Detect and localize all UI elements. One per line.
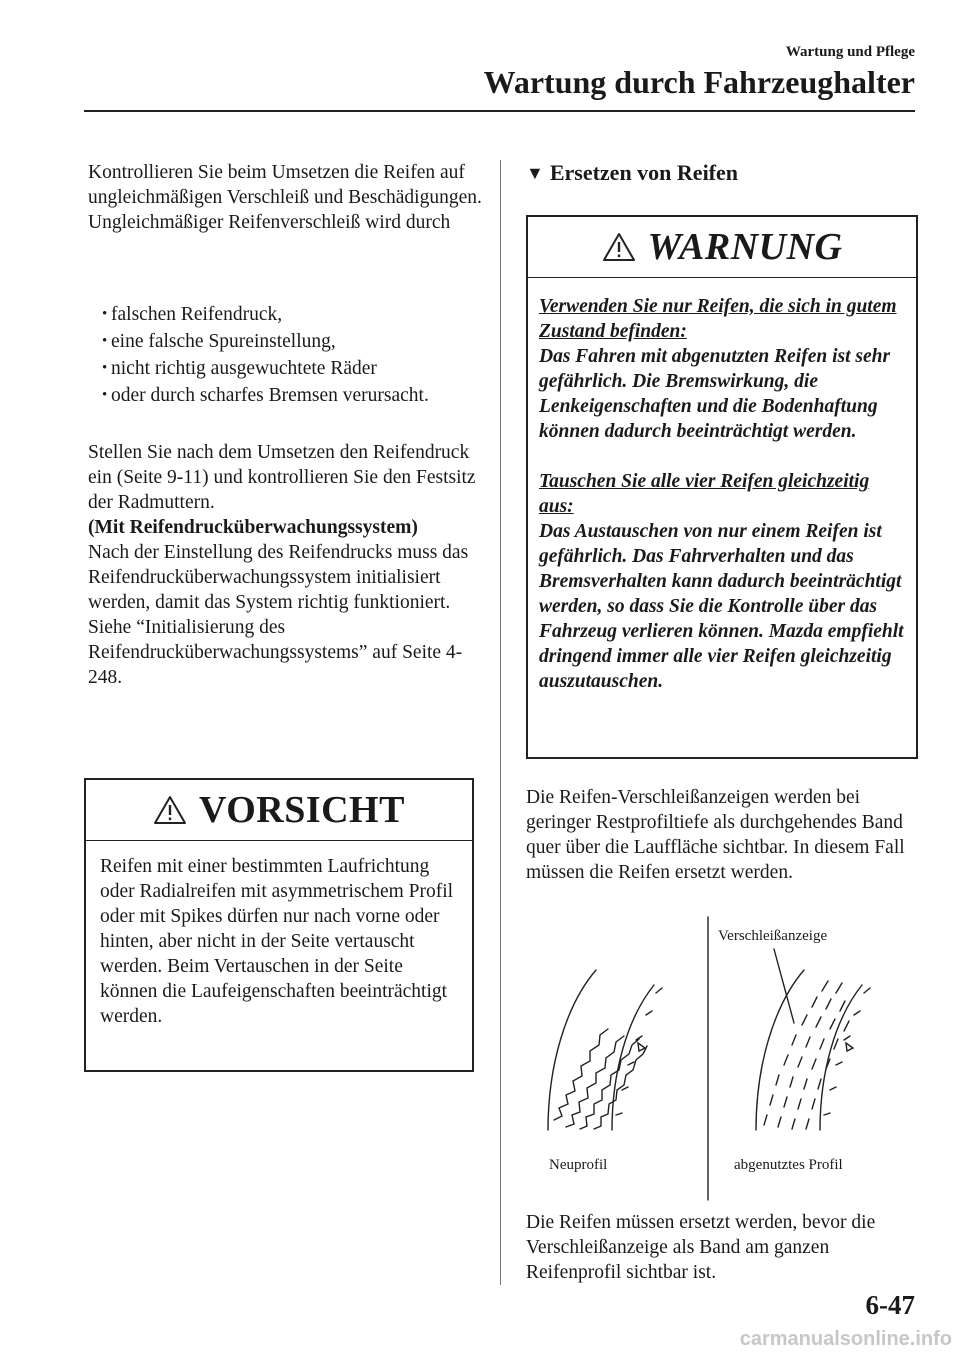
warning-header (528, 217, 916, 278)
list-item: • nicht richtig ausgewuchtete Räder (102, 356, 502, 383)
new-tread-label: Neuprofil (549, 1157, 608, 1173)
tpms-heading: (Mit Reifendrucküberwachungssystem) (88, 517, 418, 538)
tpms-text: Nach der Einstellung des Reifendrucks muss das Reifendrucküberwachungssystem initialisiert werden, damit das System richtig funktioniert. (88, 542, 469, 613)
caution-title: VORSICHT (199, 789, 405, 831)
section-heading (526, 160, 738, 186)
worn-tread-label: abgenutztes Profil (734, 1157, 843, 1173)
section-marker-icon: ▼ (526, 163, 544, 183)
caution-box (84, 778, 474, 1072)
intro-paragraph: Kontrollieren Sie beim Umsetzen die Reifen auf ungleichmäßigen Verschleiß und Beschädigungen. Ungleichmäßiger Reifenverschleiß wird durch (88, 162, 482, 233)
running-header-section: Wartung und Pflege (785, 44, 915, 60)
list-item: • eine falsche Spureinstellung, (102, 329, 502, 356)
watermark: carmanualsonline.info (739, 1328, 952, 1350)
indicator-paragraph: Die Reifen-Verschleißanzeigen werden bei geringer Restprofiltiefe als durchgehendes Band quer über die Lauffläche sichtbar. In diesem Fall müssen die Reifen ersetzt werden. (526, 787, 905, 883)
caution-text: Reifen mit einer bestimmten Laufrichtung oder Radialreifen mit asymmetrischem Profil oder mit Spikes dürfen nur nach vorne oder hinten, aber nicht in der Seite vertauscht werden. Beim Vertauschen in der Seite können die Laufeigenschaften beeinträchtigt werden. (100, 856, 454, 1027)
replacement-paragraph: Die Reifen müssen ersetzt werden, bevor die Verschleißanzeige als Band am ganzen Reifenprofil sichtbar ist. (526, 1212, 876, 1283)
warning-text-1: Das Fahren mit abgenutzten Reifen ist sehr gefährlich. Die Bremswirkung, die Lenkeigenschaften und die Bodenhaftung können dadurch beeinträchtigt werden. (539, 346, 891, 442)
warning-subheading-2: Tauschen Sie alle vier Reifen gleichzeitig aus: (539, 471, 870, 517)
warning-subheading-1: Verwenden Sie nur Reifen, die sich in gutem Zustand befinden: (539, 296, 897, 342)
warning-body (528, 278, 916, 694)
page-number: 6-47 (865, 1290, 915, 1320)
header-rule (84, 110, 915, 112)
list-item: • oder durch scharfes Bremsen verursacht. (102, 383, 502, 410)
warning-box (526, 215, 918, 759)
warning-text-2: Das Austauschen von nur einem Reifen ist gefährlich. Das Fahrverhalten und das Bremsverhalten kann dadurch beeinträchtigt werden, so dass Sie die Kontrolle über das Fahrzeug verlieren können. Mazda empfiehlt dringend immer alle vier Reifen gleichzeitig auszutauschen. (539, 521, 904, 692)
section-heading-text: Ersetzen von Reifen (549, 160, 739, 185)
cause-list (88, 302, 502, 410)
list-item: • falschen Reifendruck, (102, 302, 502, 329)
tpms-reference: Siehe “Initialisierung des Reifendrucküberwachungssystems” auf Seite 4-248. (88, 617, 463, 688)
pressure-text: Stellen Sie nach dem Umsetzen den Reifendruck ein (Seite 9-11) und kontrollieren Sie den Festsitz der Radmuttern. (88, 442, 476, 513)
warning-title: WARNUNG (647, 226, 843, 268)
warning-triangle-icon (602, 232, 636, 262)
page-title: Wartung durch Fahrzeughalter (483, 64, 915, 100)
warning-triangle-icon (153, 795, 187, 825)
pressure-paragraph (88, 440, 488, 690)
caution-header (86, 780, 472, 841)
wear-indicator-label: Verschleißanzeige (718, 928, 828, 944)
